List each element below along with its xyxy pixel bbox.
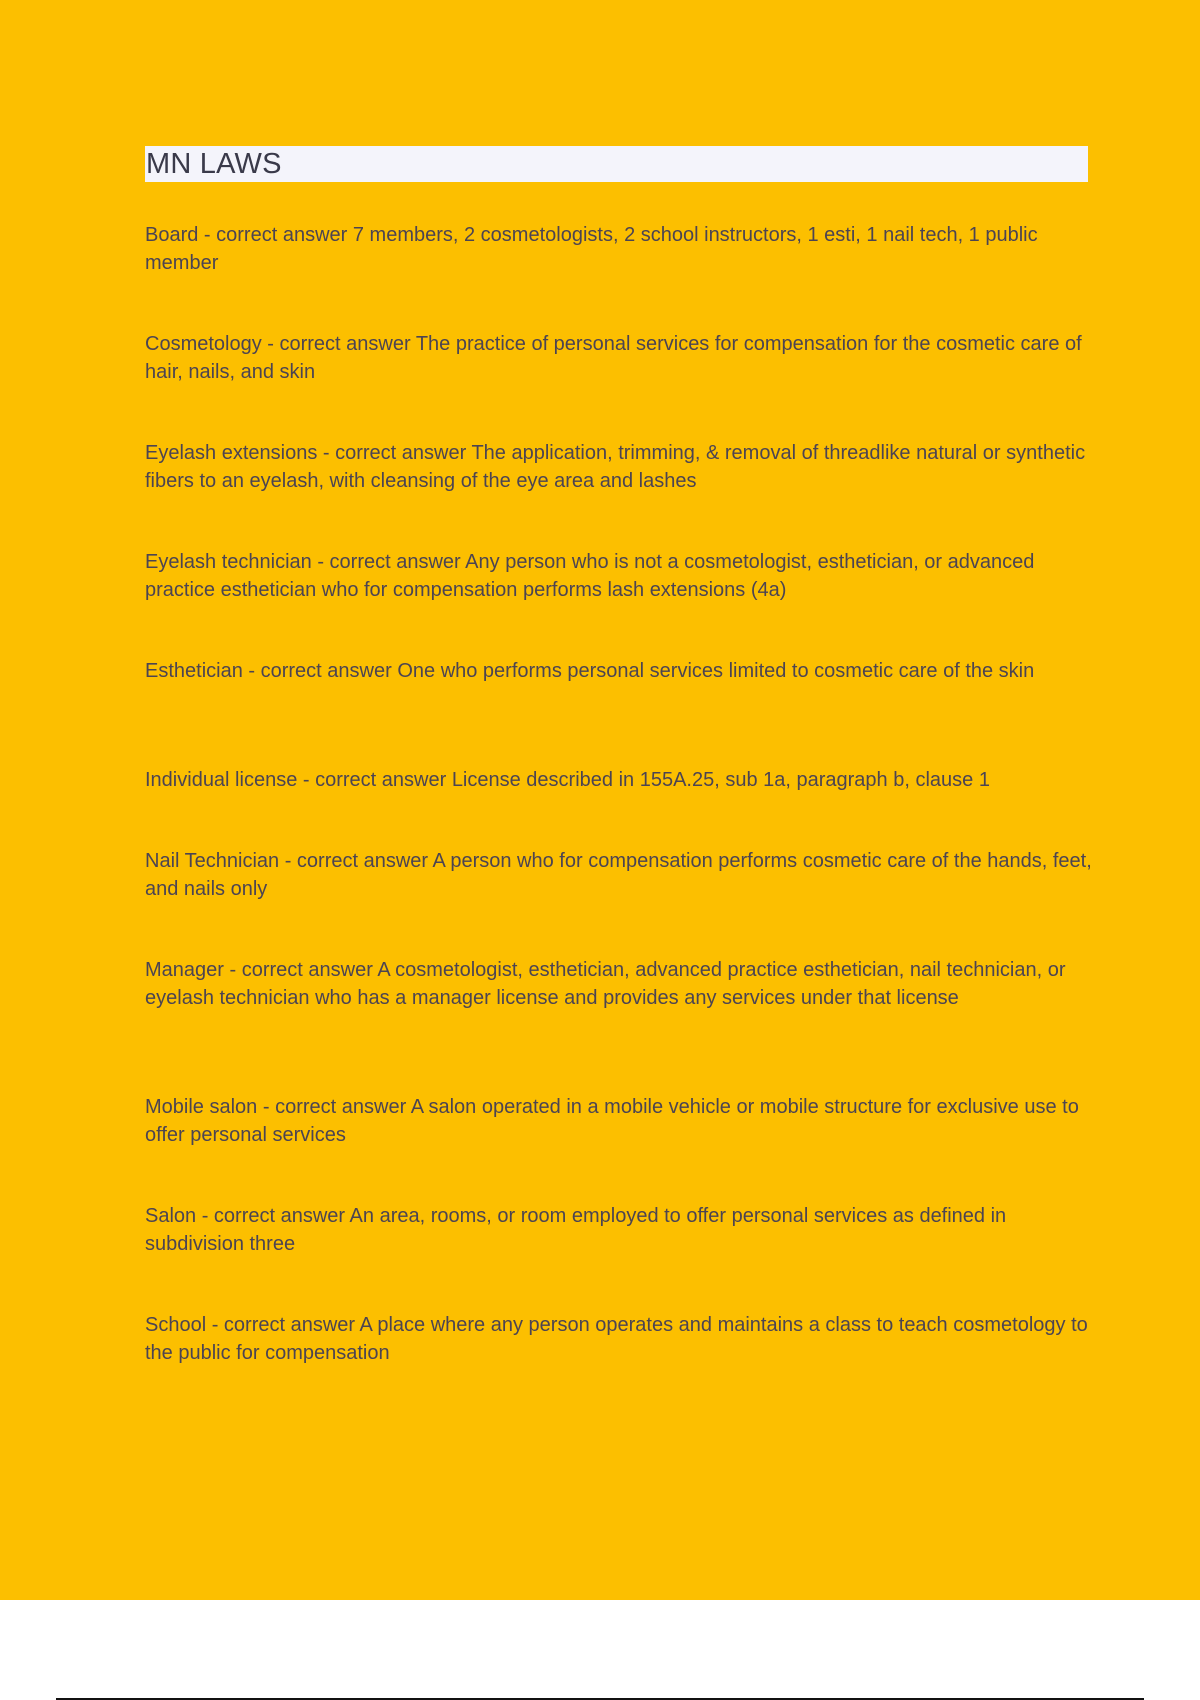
entry-answer: A place where any person operates and maintains a class to teach cosmetology to the public for compensation [145, 1314, 1088, 1364]
flashcard-entry-school [145, 1311, 1095, 1420]
entry-term: Cosmetology [145, 333, 262, 355]
flashcard-entry-individual-license [145, 766, 1095, 847]
entry-separator: - correct answer [261, 333, 416, 355]
flashcard-entry-eyelash-extensions [145, 439, 1095, 548]
entry-separator: - correct answer [311, 551, 466, 573]
entry-separator: - correct answer [257, 1096, 411, 1118]
flashcard-entry-salon [145, 1202, 1095, 1311]
flashcard-entry-cosmetology [145, 330, 1095, 439]
flashcard-entry-esthetician [145, 657, 1095, 766]
entry-answer: An area, rooms, or room employed to offer personal services as defined in subdivision three [145, 1205, 1007, 1255]
entry-separator: - correct answer [206, 1314, 360, 1336]
flashcard-entry-eyelash-technician [145, 548, 1095, 657]
entry-separator: - correct answer [242, 660, 398, 682]
entry-answer: The practice of personal services for compensation for the cosmetic care of hair, nails, and skin [145, 333, 1082, 383]
entry-term: Individual license [145, 769, 298, 791]
title-bar [145, 146, 1088, 182]
entry-term: Eyelash technician [145, 551, 312, 573]
entry-term: Manager [145, 959, 224, 981]
flashcard-entry-mobile-salon [145, 1093, 1095, 1202]
entry-term: Esthetician [145, 660, 243, 682]
flashcard-entry-board [145, 221, 1095, 330]
entry-answer: A cosmetologist, esthetician, advanced practice esthetician, nail technician, or eyelash technician who has a manager license and provides any services under that license [145, 959, 1066, 1009]
entry-term: Mobile salon [145, 1096, 258, 1118]
entry-separator: - correct answer [317, 442, 472, 464]
entry-term: School [145, 1314, 207, 1336]
entry-separator: - correct answer [198, 224, 353, 246]
entry-answer: A person who for compensation performs cosmetic care of the hands, feet, and nails only [145, 850, 1092, 900]
entry-answer: One who performs personal services limited to cosmetic care of the skin [397, 660, 1035, 682]
entry-term: Salon [145, 1205, 197, 1227]
flashcard-entry-nail-technician [145, 847, 1095, 956]
entry-term: Eyelash extensions [145, 442, 318, 464]
entry-term: Nail Technician [145, 850, 280, 872]
entry-separator: - correct answer [196, 1205, 350, 1227]
entry-separator: - correct answer [279, 850, 433, 872]
entry-separator: - correct answer [297, 769, 452, 791]
entry-answer: The application, trimming, & removal of threadlike natural or synthetic fibers to an eyelash, with cleansing of the eye area and lashes [145, 442, 1086, 492]
page-title: MN LAWS [146, 148, 282, 180]
entry-term: Board [145, 224, 199, 246]
entry-separator: - correct answer [223, 959, 378, 981]
entry-answer: Any person who is not a cosmetologist, esthetician, or advanced practice esthetician who for compensation performs lash extensions (4a) [145, 551, 1035, 601]
flashcard-entry-manager [145, 956, 1095, 1093]
entry-answer: A salon operated in a mobile vehicle or mobile structure for exclusive use to offer personal services [145, 1096, 1079, 1146]
entry-answer: License described in 155A.25, sub 1a, paragraph b, clause 1 [451, 769, 990, 791]
entry-answer: 7 members, 2 cosmetologists, 2 school instructors, 1 esti, 1 nail tech, 1 public member [145, 224, 1038, 274]
flashcard-list [145, 221, 1095, 1420]
